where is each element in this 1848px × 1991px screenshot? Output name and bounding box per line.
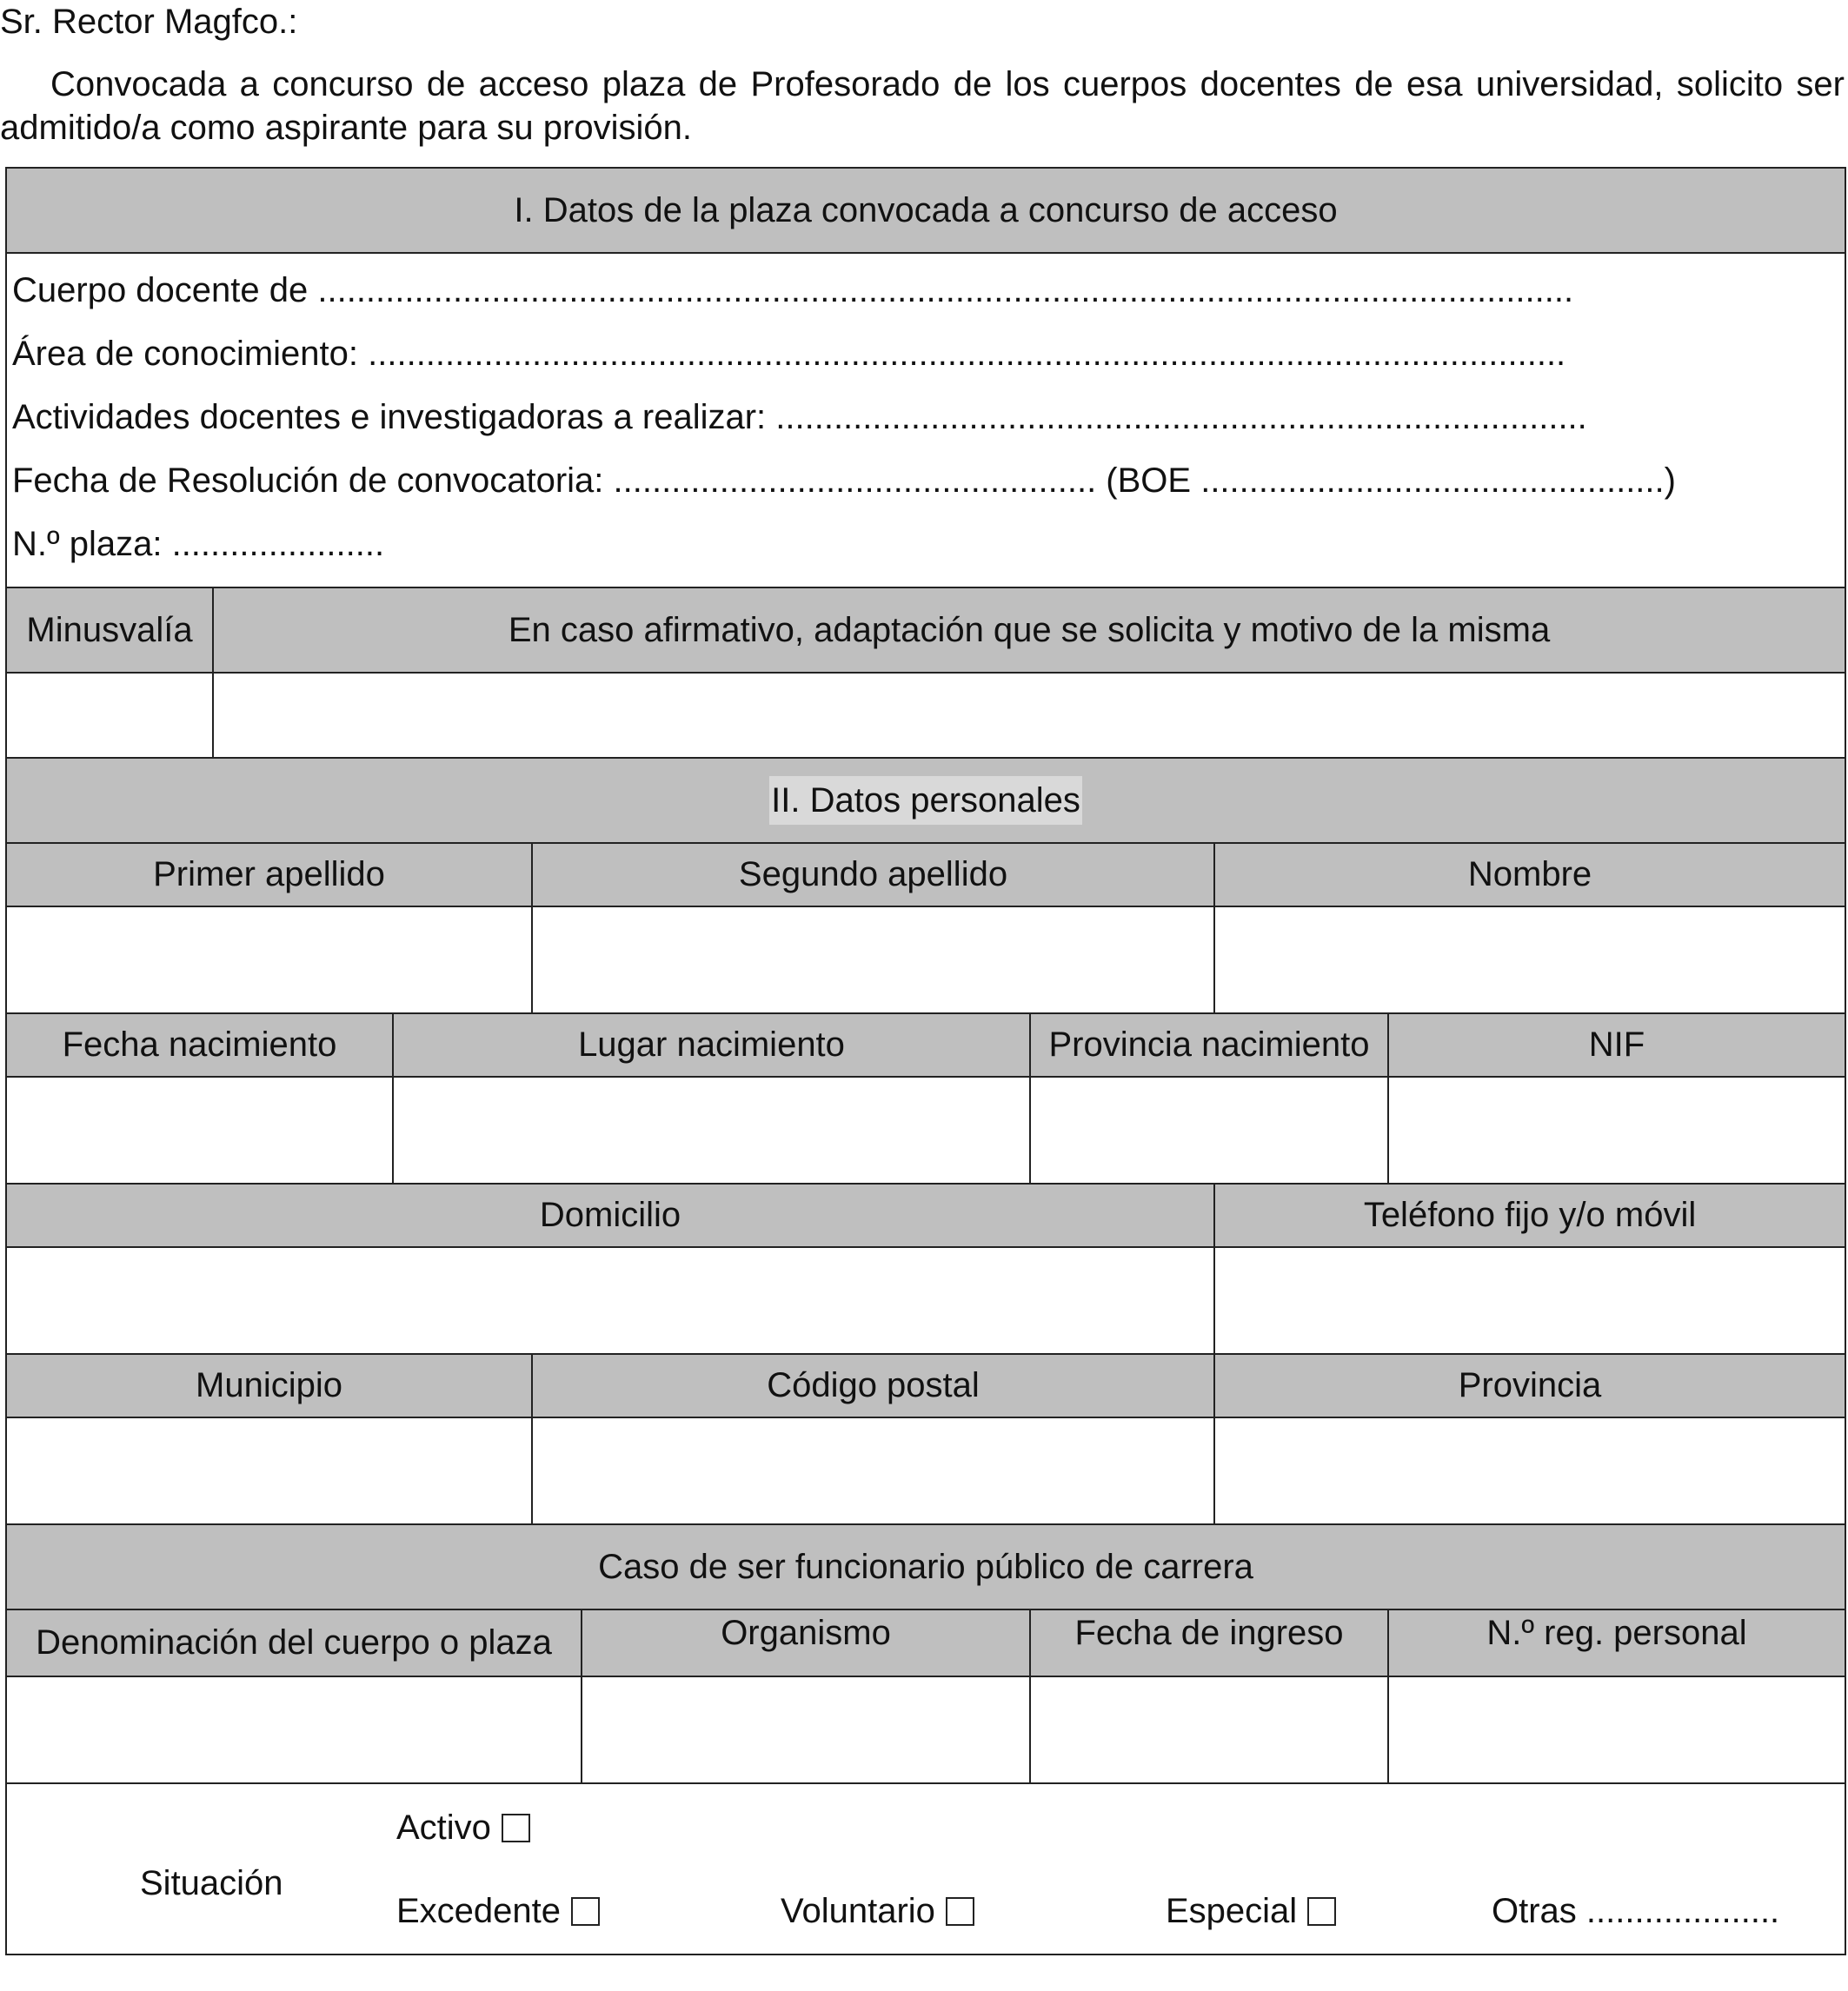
organismo-header: Organismo [582, 1609, 1030, 1676]
intro-paragraph: Convocada a concurso de acceso plaza de Profesorado de los cuerpos docentes de esa universidad, solicito ser admitido/a como aspirante para su provisión. [0, 65, 1845, 147]
especial-checkbox[interactable] [1307, 1897, 1336, 1926]
cuerpo-docente-field[interactable]: Cuerpo docente de .................................................................................................................................. [12, 271, 1574, 309]
voluntario-label: Voluntario [781, 1892, 935, 1930]
fecha-nacimiento-header: Fecha nacimiento [6, 1013, 393, 1077]
excedente-label: Excedente [396, 1892, 562, 1930]
domicilio-header: Domicilio [6, 1184, 1214, 1247]
codigo-postal-input[interactable] [532, 1417, 1214, 1524]
primer-apellido-header: Primer apellido [6, 843, 532, 906]
nombre-input[interactable] [1214, 906, 1845, 1013]
excedente-option[interactable] [396, 1892, 600, 1931]
segundo-apellido-input[interactable] [532, 906, 1214, 1013]
telefono-input[interactable] [1214, 1247, 1845, 1354]
activo-option[interactable] [396, 1808, 530, 1848]
voluntario-checkbox[interactable] [946, 1897, 974, 1926]
organismo-input[interactable] [582, 1676, 1030, 1783]
provincia-nacimiento-input[interactable] [1030, 1077, 1388, 1184]
plaza-fields [6, 253, 1845, 587]
denominacion-header: Denominación del cuerpo o plaza [6, 1609, 582, 1676]
primer-apellido-input[interactable] [6, 906, 532, 1013]
provincia-input[interactable] [1214, 1417, 1845, 1524]
situacion-cell [6, 1783, 1845, 1954]
section1-title: I. Datos de la plaza convocada a concurso de acceso [6, 168, 1845, 253]
fecha-nacimiento-input[interactable] [6, 1077, 393, 1184]
fecha-resolucion-field[interactable]: Fecha de Resolución de convocatoria: .................................................. (BOE ................................................) [12, 461, 1676, 500]
provincia-nacimiento-header: Provincia nacimiento [1030, 1013, 1388, 1077]
excedente-checkbox[interactable] [571, 1897, 600, 1926]
fecha-ingreso-header: Fecha de ingreso [1030, 1609, 1388, 1676]
section2-title-text: II. Datos personales [769, 776, 1082, 825]
provincia-header: Provincia [1214, 1354, 1845, 1417]
registro-personal-header: N.º reg. personal [1388, 1609, 1845, 1676]
activo-label: Activo [396, 1808, 491, 1847]
application-form [5, 167, 1846, 1955]
codigo-postal-header: Código postal [532, 1354, 1214, 1417]
adaptacion-input[interactable] [213, 673, 1845, 758]
nombre-header: Nombre [1214, 843, 1845, 906]
actividades-field[interactable]: Actividades docentes e investigadoras a realizar: .................................................................................... [12, 398, 1587, 436]
section2-title [6, 758, 1845, 843]
telefono-header: Teléfono fijo y/o móvil [1214, 1184, 1845, 1247]
situacion-label: Situación [140, 1864, 283, 1902]
segundo-apellido-header: Segundo apellido [532, 843, 1214, 906]
salutation: Sr. Rector Magfco.: [0, 3, 298, 41]
registro-personal-input[interactable] [1388, 1676, 1845, 1783]
nif-header: NIF [1388, 1013, 1845, 1077]
voluntario-option[interactable] [781, 1892, 974, 1931]
especial-label: Especial [1166, 1892, 1298, 1930]
lugar-nacimiento-input[interactable] [393, 1077, 1030, 1184]
domicilio-input[interactable] [6, 1247, 1214, 1354]
especial-option[interactable] [1166, 1892, 1336, 1931]
area-conocimiento-field[interactable]: Área de conocimiento: ............................................................................................................................ [12, 335, 1566, 373]
activo-checkbox[interactable] [502, 1814, 530, 1842]
nif-input[interactable] [1388, 1077, 1845, 1184]
municipio-input[interactable] [6, 1417, 532, 1524]
numero-plaza-field[interactable]: N.º plaza: ...................... [12, 525, 385, 563]
otras-field[interactable]: Otras .................... [1492, 1892, 1780, 1930]
denominacion-input[interactable] [6, 1676, 582, 1783]
minusvalia-header: Minusvalía [6, 587, 213, 673]
minusvalia-input[interactable] [6, 673, 213, 758]
fecha-ingreso-input[interactable] [1030, 1676, 1388, 1783]
adaptacion-header: En caso afirmativo, adaptación que se solicita y motivo de la misma [213, 587, 1845, 673]
lugar-nacimiento-header: Lugar nacimiento [393, 1013, 1030, 1077]
municipio-header: Municipio [6, 1354, 532, 1417]
funcionario-title: Caso de ser funcionario público de carrera [6, 1524, 1845, 1609]
